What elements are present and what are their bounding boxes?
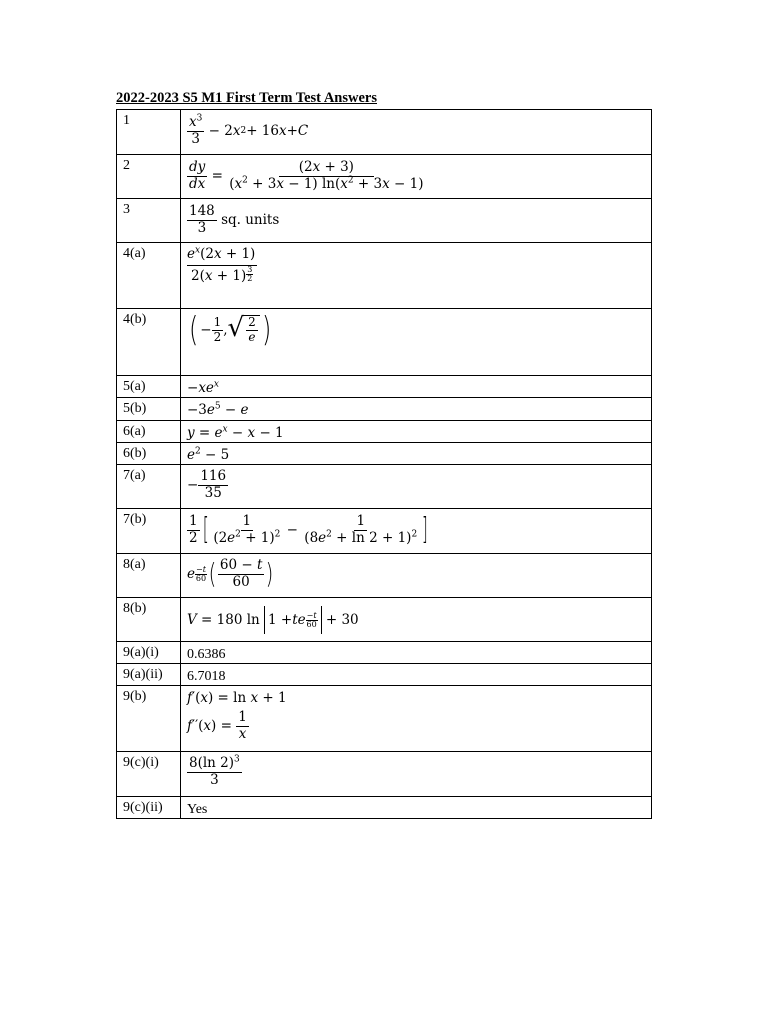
units-label: sq. units — [221, 212, 280, 229]
table-row — [117, 752, 652, 797]
table-row — [117, 376, 652, 398]
question-number: 8(a) — [117, 554, 181, 598]
question-number: 9(a)(ii) — [117, 664, 181, 686]
answer-cell: $e^2 - 5$ — [181, 443, 652, 465]
answer-value: 0.6386 — [187, 647, 226, 662]
question-number: 8(b) — [117, 598, 181, 642]
table-row — [117, 199, 652, 243]
answer-cell: $\frac{148}{3}$ sq. units — [181, 199, 652, 243]
answer-cell — [181, 797, 652, 819]
answer-cell: $\frac{dy}{dx}$ = $\frac{(2x + 3)}{(x^2 + 3x - 1) \ln(x^2 + 3x - 1)}$ — [181, 155, 652, 199]
question-number: 9(c)(i) — [117, 752, 181, 797]
answer-cell: $\frac{x^3}{3}$ − 2 x 2 + 16 x + C — [181, 110, 652, 155]
answer-cell: e $\frac{-t}{60}$ ( $\frac{60 - t}{60}$ ) — [181, 554, 652, 598]
answer-cell: V = 180 ln 1 + te $\frac{-t}{60}$ + 30 — [181, 598, 652, 642]
answer-cell: $\frac{1}{2}$ [ $\frac{1}{(2e^2 + 1)^2}$ − $\frac{1}{(8e^2 + \ln 2 + 1)^2}$ ] — [181, 509, 652, 554]
table-row — [117, 686, 652, 752]
question-number: 3 — [117, 199, 181, 243]
question-number: 1 — [117, 110, 181, 155]
table-row — [117, 509, 652, 554]
answer-cell: $-3e^5 - e$ — [181, 398, 652, 421]
table-row — [117, 554, 652, 598]
table-row — [117, 598, 652, 642]
table-row — [117, 642, 652, 664]
question-number: 4(a) — [117, 243, 181, 309]
question-number: 6(a) — [117, 421, 181, 443]
answer-cell: $\frac{8(\ln 2)^3}{3}$ — [181, 752, 652, 797]
table-row — [117, 398, 652, 421]
question-number: 6(b) — [117, 443, 181, 465]
table-row — [117, 421, 652, 443]
table-row — [117, 155, 652, 199]
answer-cell: $e^x(2x + 1)$ 2(x + 1) $\frac{3}{2}$ — [181, 243, 652, 309]
table-row — [117, 243, 652, 309]
question-number: 5(b) — [117, 398, 181, 421]
table-row — [117, 309, 652, 376]
page-title: 2022-2023 S5 M1 First Term Test Answers — [116, 90, 377, 106]
table-row — [117, 664, 652, 686]
table-row — [117, 797, 652, 819]
answer-value: Yes — [187, 802, 208, 817]
question-number: 7(b) — [117, 509, 181, 554]
table-row — [117, 465, 652, 509]
question-number: 2 — [117, 155, 181, 199]
table-row — [117, 443, 652, 465]
question-number: 4(b) — [117, 309, 181, 376]
answer-cell: $-xe^x$ — [181, 376, 652, 398]
answer-cell — [181, 642, 652, 664]
answer-cell: ( − $\frac{1}{2}$ , √ $\frac{2}{e}$ ) — [181, 309, 652, 376]
answer-value: 6.7018 — [187, 669, 226, 684]
question-number: 5(a) — [117, 376, 181, 398]
answer-cell: $y = e^x - x - 1$ — [181, 421, 652, 443]
answer-cell: − $\frac{116}{35}$ — [181, 465, 652, 509]
answers-table — [116, 109, 652, 819]
answer-cell: f′(x) = ln x + 1 f ′′( x ) = $\frac{1}{x}$ — [181, 686, 652, 752]
question-number: 7(a) — [117, 465, 181, 509]
question-number: 9(c)(ii) — [117, 797, 181, 819]
question-number: 9(b) — [117, 686, 181, 752]
table-row — [117, 110, 652, 155]
question-number: 9(a)(i) — [117, 642, 181, 664]
answer-cell — [181, 664, 652, 686]
